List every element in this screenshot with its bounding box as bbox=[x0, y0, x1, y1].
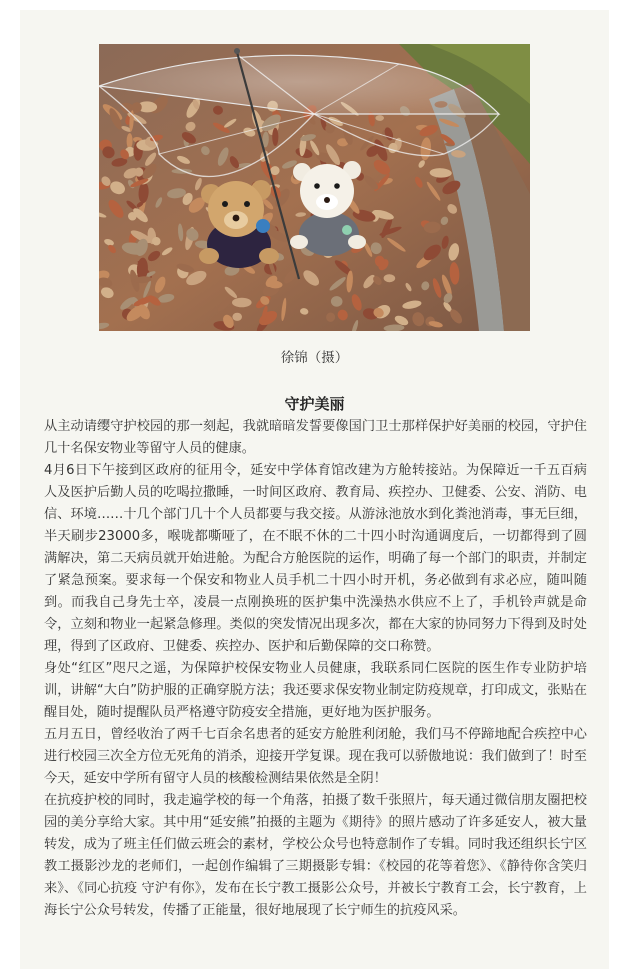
article-card bbox=[20, 10, 609, 969]
photo-caption: 徐锦（摄） bbox=[280, 350, 349, 366]
paragraph: 五月五日，曾经收治了两千七百余名患者的延安方舱胜利闭舱，我们马不停蹄地配合疾控中心进行校园三次全方位无死角的消杀，迎接开学复课。现在我可以骄傲地说：我们做到了！时至今天，延安中学所有留守人员的核酸检测结果依然是全阴！ bbox=[44, 727, 587, 786]
leaf-shape bbox=[375, 115, 384, 121]
paragraph: 从主动请缨守护校园的那一刻起，我就暗暗发誓要像国门卫士那样保护好美丽的校园，守护住几十名保安物业等留守人员的健康。 bbox=[44, 419, 587, 456]
photo-illustration bbox=[99, 44, 530, 331]
teddy-bears-umbrella-photo bbox=[99, 44, 530, 331]
paragraph: 4月6日下午接到区政府的征用令，延安中学体育馆改建为方舱转接站。为保障近一千五百病人及医护后勤人员的吃喝拉撒睡，一时间区政府、教育局、疾控办、卫健委、公安、消防、电信、环境……十几个部门几十个人员都要与我交接。从游泳池放水到化粪池消毒，事无巨细，半天刷步23000多，喉咙都嘶哑了，在不眠不休的二十四小时沟通调度后，一切都得到了圆满解决，第二天病员就开始进舱。为配合方舱医院的运作，明确了每一个部门的职责，并制定了紧急预案。要求每一个保安和物业人员手机二十四小时开机，务必做到有求必应，随叫随到。而我自己身先士卒，凌晨一点刚换班的医护集中洗澡热水供应不上了，手机铃声就是命令，立刻和物业一起紧急修理。类似的突发情况出现多次，都在大家的协同努力下得到及时处理，得到了区政府、卫健委、疾控办、医护和后勤保障的交口称赞。 bbox=[44, 463, 587, 654]
paragraph: 在抗疫护校的同时，我走遍学校的每一个角落，拍摄了数千张照片，每天通过微信朋友圈把校园的美分享给大家。其中用“延安熊”拍摄的主题为《期待》的照片感动了许多延安人，被大量转发，成为了班主任们做云班会的素材，学校公众号也特意制作了专辑。同时我还组织长宁区教工摄影沙龙的老师们，一起创作编辑了三期摄影专辑：《校园的花等着您》、《静待你含笑归来》、《同心抗疫 守沪有你》，发布在长宁教工摄影公众号，并被长宁教育工会，长宁教育，上海长宁公众号转发，传播了正能量，很好地展现了长宁师生的抗疫风采。 bbox=[44, 793, 587, 918]
paragraph: 身处“红区”咫尺之遥，为保障护校保安物业人员健康，我联系同仁医院的医生作专业防护培训，讲解“大白”防护服的正确穿脱方法；我还要求保安物业制定防疫规章，打印成文，张贴在醒目处，随时提醒队员严格遵守防疫安全措施，更好地为医护服务。 bbox=[44, 661, 587, 720]
leaf-shape bbox=[232, 298, 252, 308]
article-heading: 守护美丽 bbox=[284, 395, 345, 413]
leaf-shape bbox=[272, 128, 278, 146]
leaf-shape bbox=[232, 313, 242, 321]
article-body bbox=[44, 416, 587, 922]
